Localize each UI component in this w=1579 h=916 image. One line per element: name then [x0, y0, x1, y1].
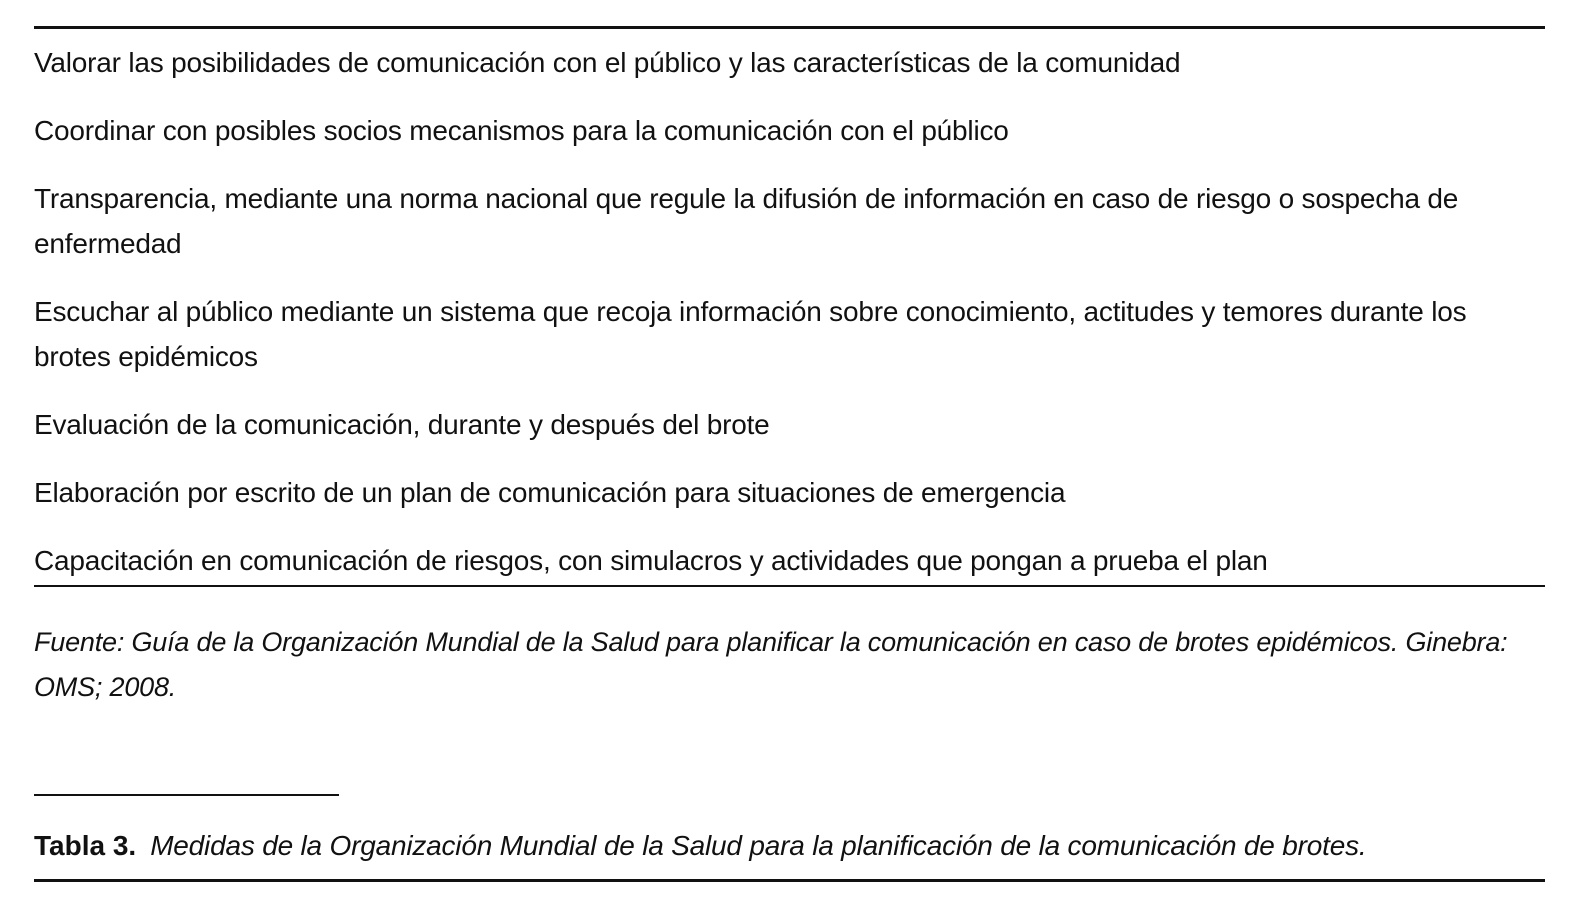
list-item: Evaluación de la comunicación, durante y después del brote [34, 409, 770, 440]
caption-bottom-rule [34, 879, 1545, 882]
list-item: Elaboración por escrito de un plan de comunicación para situaciones de emergencia [34, 477, 1066, 508]
caption-label: Tabla 3. [34, 830, 137, 861]
table-top-rule [34, 26, 1545, 29]
measures-list [34, 40, 1529, 606]
caption-text: Medidas de la Organización Mundial de la Salud para la planificación de la comunicación de brotes. [150, 830, 1367, 861]
list-item: Escuchar al público mediante un sistema que recoja información sobre conocimiento, actitudes y temores durante los brotes epidémicos [34, 296, 1467, 372]
table-caption [34, 826, 1529, 866]
list-item: Transparencia, mediante una norma nacional que regule la difusión de información en caso de riesgo o sospecha de enfermedad [34, 183, 1459, 259]
source-note: Fuente: Guía de la Organización Mundial de la Salud para planificar la comunicación en caso de brotes epidémicos. Ginebra: OMS; 2008. [34, 627, 1508, 702]
document-page [34, 0, 1545, 916]
table-bottom-rule [34, 585, 1545, 587]
list-item: Coordinar con posibles socios mecanismos para la comunicación con el público [34, 115, 1009, 146]
list-item: Capacitación en comunicación de riesgos, con simulacros y actividades que pongan a prueba el plan [34, 545, 1268, 576]
list-item: Valorar las posibilidades de comunicación con el público y las características de la comunidad [34, 47, 1181, 78]
caption-separator [34, 794, 339, 796]
